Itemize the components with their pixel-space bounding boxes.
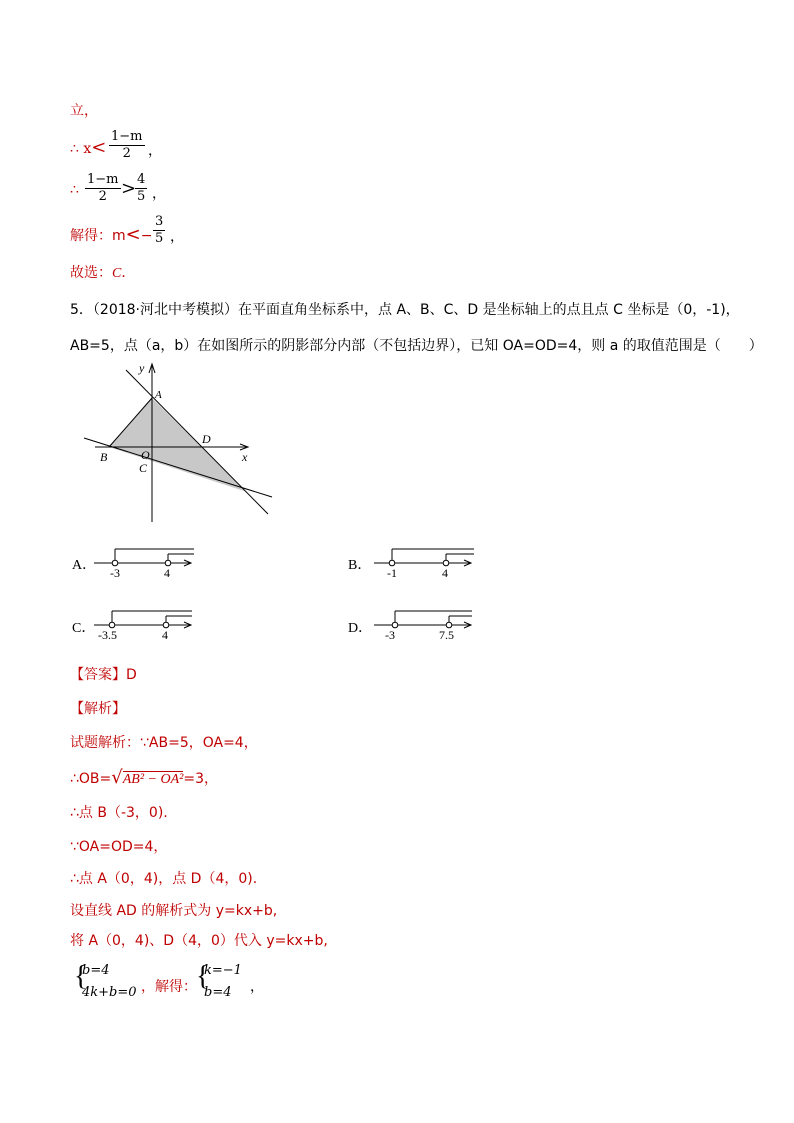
neg-sign: − — [140, 228, 153, 244]
open-circle-icon — [389, 560, 395, 566]
tick-right: 4 — [164, 566, 170, 580]
comma-2: ， — [152, 186, 166, 202]
guxuan-label: 故选： — [70, 265, 112, 281]
label-a: A — [155, 389, 162, 401]
sys2-eq2: b=4 — [204, 985, 232, 1000]
ob-suffix: =3， — [183, 771, 218, 787]
label-y: y — [139, 361, 145, 375]
label-d: D — [202, 432, 211, 446]
analysis-line-3: ∴点 B（-3，0). — [70, 805, 168, 821]
analysis-line-5: ∴点 A（0，4)，点 D（4，0). — [70, 871, 258, 887]
option-d-label[interactable]: D． — [348, 621, 373, 636]
comma-1: ， — [148, 143, 162, 159]
ob-prefix: ∴OB= — [70, 771, 112, 787]
open-circle-icon — [392, 622, 398, 628]
sys1-eq1: b=4 — [82, 963, 110, 978]
open-circle-icon — [163, 622, 169, 628]
analysis-line-7: 将 A（0，4)、D（4，0）代入 y=kx+b, — [70, 933, 328, 949]
frac-num: 3 — [155, 214, 164, 229]
lt-sign: < — [91, 137, 107, 158]
sqrt-sign: √ — [111, 767, 123, 788]
jiede-text: 解得：m — [70, 228, 126, 244]
text-li: 立， — [70, 103, 98, 119]
guxuan-answer: C — [112, 266, 122, 281]
option-c-numberline[interactable] — [92, 607, 202, 642]
answer-label: 【答案】 — [70, 667, 126, 683]
open-circle-icon — [109, 622, 115, 628]
brace-1: { — [74, 961, 88, 992]
frac-num: 4 — [137, 172, 146, 187]
option-b-numberline[interactable] — [372, 545, 482, 580]
tick-left: -3 — [110, 566, 120, 580]
option-b-label[interactable]: B． — [348, 558, 372, 573]
ineq-x — [70, 137, 106, 158]
sys2-eq1: k=−1 — [204, 963, 242, 978]
open-circle-icon — [446, 622, 452, 628]
guxuan-line — [70, 262, 135, 282]
frac-den: 2 — [98, 189, 107, 204]
frac-num: 1−m — [111, 129, 143, 144]
label-x: x — [242, 450, 248, 464]
analysis-line-2 — [70, 767, 218, 788]
tick-right: 4 — [442, 566, 448, 580]
analysis-label: 【解析】 — [70, 701, 126, 717]
gt-sign: > — [121, 178, 137, 199]
frac-4-5 — [135, 172, 147, 205]
frac-den: 5 — [155, 231, 164, 246]
tick-left: -3.5 — [98, 628, 117, 642]
sys1-eq2: 4k+b=0 — [82, 985, 137, 1000]
label-b: B — [100, 450, 108, 464]
therefore-2: ∴ — [70, 182, 79, 198]
answer-value: D — [126, 667, 137, 683]
sys-end: ， — [250, 979, 264, 995]
guxuan-period: ． — [121, 265, 136, 281]
analysis-line-4: ∵OA=OD=4， — [70, 839, 168, 855]
tick-right: 4 — [162, 628, 168, 642]
option-a-label[interactable]: A． — [72, 558, 97, 573]
option-a-numberline[interactable] — [92, 545, 202, 580]
jiede-m — [70, 224, 152, 245]
tick-left: -3 — [385, 628, 395, 642]
lt-sign-2: < — [125, 224, 141, 245]
coordinate-figure — [80, 355, 280, 530]
answer-line — [70, 664, 137, 684]
option-c-label[interactable]: C． — [72, 621, 96, 636]
question-text-1: 在平面直角坐标系中，点 A、B、C、D 是坐标轴上的点且点 C 坐标是（0，-1)， — [238, 302, 740, 318]
label-c: C — [139, 461, 148, 475]
analysis-line-1: 试题解析：∵AB=5，OA=4， — [70, 735, 258, 751]
comma-3: ， — [170, 229, 184, 245]
label-o: O — [141, 448, 150, 462]
frac-den: 5 — [137, 189, 146, 204]
question-line-1 — [70, 299, 740, 319]
tick-right: 7.5 — [439, 628, 454, 642]
frac-1m-2 — [109, 129, 145, 162]
question-line-2: AB=5，点（a，b）在如图所示的阴影部分内部（不包括边界），已知 OA=OD=4，则 a 的取值范围是（ ） — [70, 338, 763, 354]
question-number: 5． — [70, 302, 93, 318]
tick-left: -1 — [387, 566, 397, 580]
brace-2: { — [196, 961, 210, 992]
sqrt-body: AB² − OA² — [122, 772, 184, 787]
therefore-x: ∴ x — [70, 141, 92, 157]
frac-1m-2b — [85, 172, 121, 205]
frac-den: 2 — [122, 146, 131, 161]
open-circle-icon — [443, 560, 449, 566]
sys-mid: ，解得： — [141, 979, 197, 995]
analysis-line-6: 设直线 AD 的解析式为 y=kx+b, — [70, 903, 278, 919]
shaded-region — [109, 398, 247, 492]
open-circle-icon — [112, 560, 118, 566]
open-circle-icon — [165, 560, 171, 566]
question-source: （2018·河北中考模拟） — [92, 302, 239, 318]
option-d-numberline[interactable] — [372, 607, 482, 642]
frac-num: 1−m — [87, 172, 119, 187]
frac-3-5 — [153, 214, 165, 247]
